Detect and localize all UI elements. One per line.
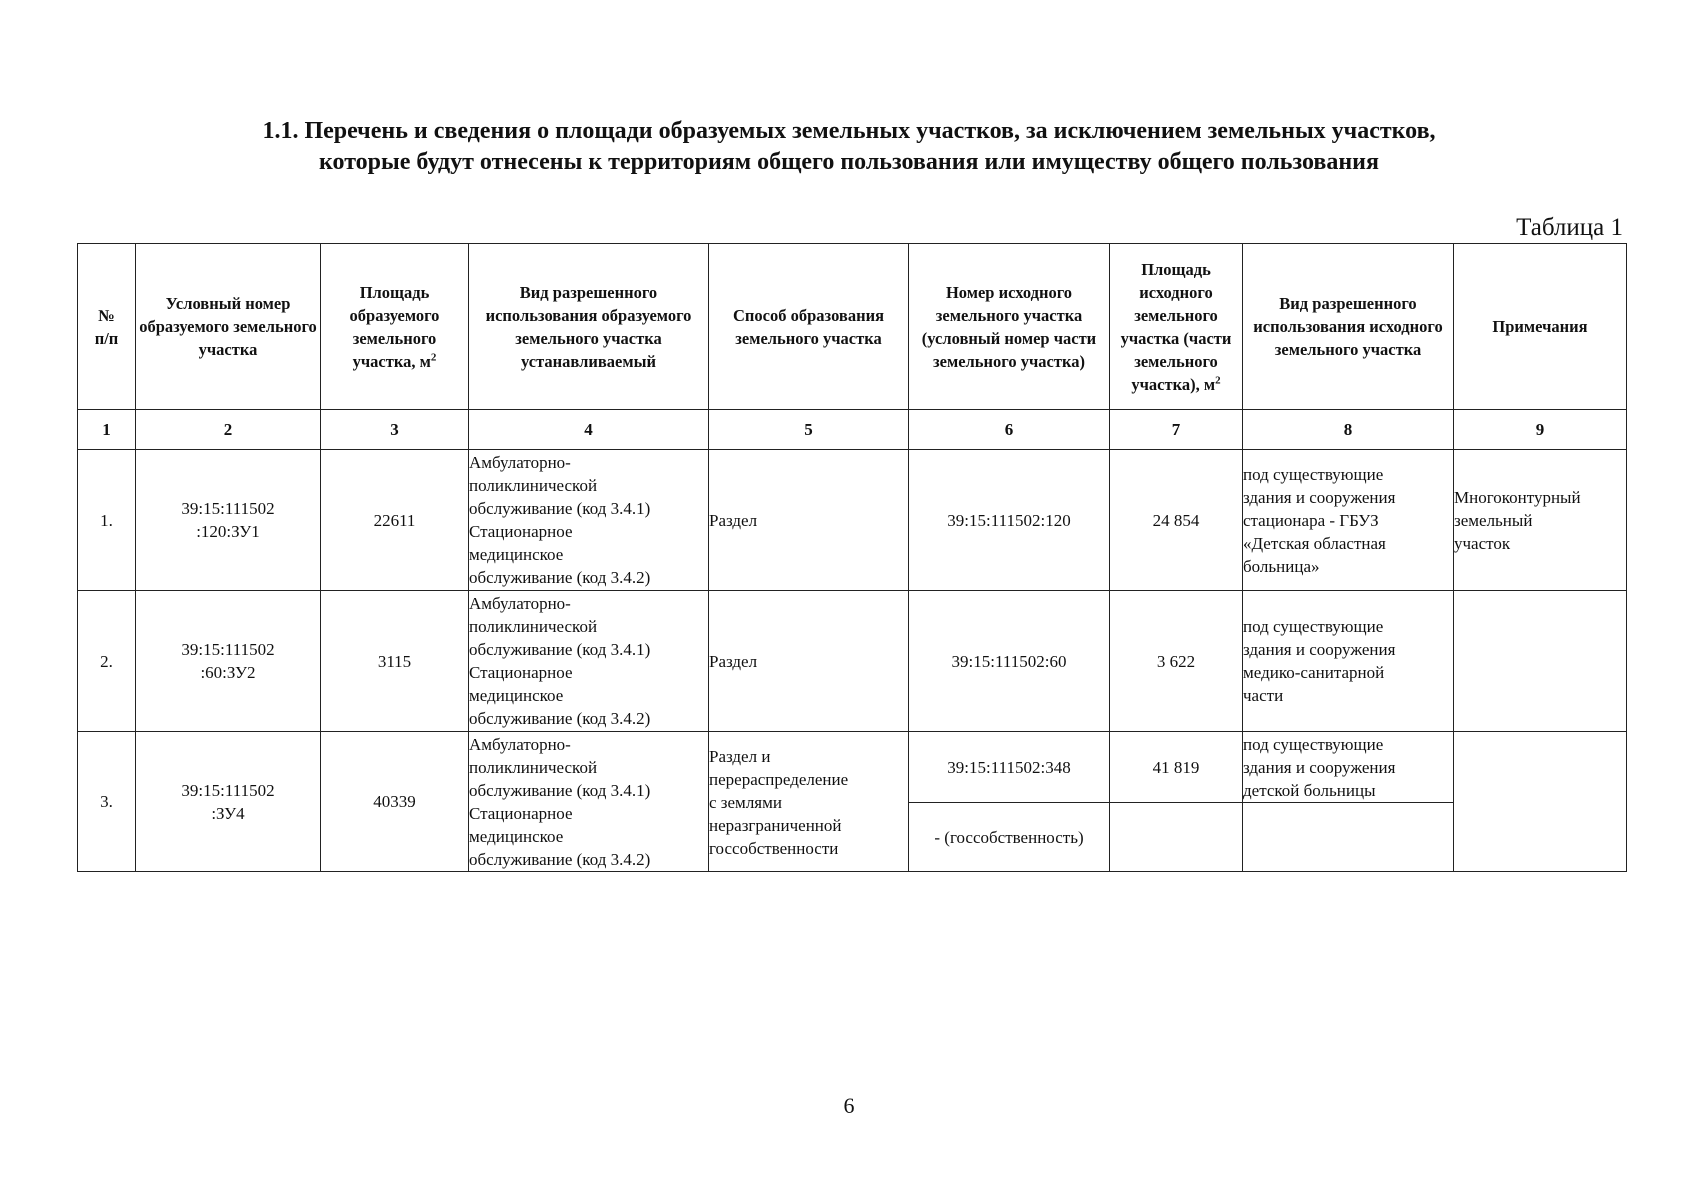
- column-number: 1: [78, 410, 136, 450]
- notes-cell: [1454, 591, 1627, 732]
- area-cell: 3115: [321, 591, 469, 732]
- source-use-cell: под существующие здания и сооружения медико-санитарной части: [1243, 591, 1454, 732]
- row-number: 2.: [78, 591, 136, 732]
- plot-id-cell: 39:15:111502 :120:ЗУ1: [136, 450, 321, 591]
- header-source-plot: Номер исходного земельного участка (условный номер части земельного участка): [921, 282, 1097, 371]
- permitted-use-cell: Амбулаторно- поликлинической обслуживание (код 3.4.1) Стационарное медицинское обслуживание (код 3.4.2): [469, 732, 709, 872]
- source-plot-cell: 39:15:111502:120: [909, 450, 1110, 591]
- source-area-cell: 41 819: [1110, 732, 1243, 803]
- header-notes: Примечания: [1492, 317, 1588, 336]
- row-number: 3.: [78, 732, 136, 872]
- header-cell: [1454, 244, 1627, 410]
- header-cell: [1110, 244, 1243, 410]
- table-header-row: [78, 244, 1627, 410]
- plot-id-cell: 39:15:111502 :60:ЗУ2: [136, 591, 321, 732]
- source-use-cell: под существующие здания и сооружения детской больницы: [1243, 732, 1454, 803]
- table-caption: Таблица 1: [1516, 214, 1623, 241]
- column-number-row: [78, 410, 1627, 450]
- source-use-cell: [1243, 803, 1454, 872]
- column-number: 4: [469, 410, 709, 450]
- header-cell: [709, 244, 909, 410]
- header-permitted-use: Вид разрешенного использования образуемого земельного участка устанавливаемый: [485, 282, 692, 371]
- header-cell: [78, 244, 136, 410]
- page-title-line-1: 1.1. Перечень и сведения о площади образуемых земельных участков, за исключением земельных участков,: [262, 118, 1436, 144]
- header-cell: [469, 244, 709, 410]
- header-source-use: Вид разрешенного использования исходного земельного участка: [1253, 294, 1443, 359]
- source-plot-cell: 39:15:111502:60: [909, 591, 1110, 732]
- header-cell: [321, 244, 469, 410]
- source-use-cell: под существующие здания и сооружения стационара - ГБУЗ «Детская областная больница»: [1243, 450, 1454, 591]
- source-area-cell: 24 854: [1110, 450, 1243, 591]
- header-cell: [136, 244, 321, 410]
- header-source-area: Площадь исходного земельного участка (части земельного участка), м: [1120, 259, 1232, 394]
- source-area-cell: 3 622: [1110, 591, 1243, 732]
- column-number: 7: [1110, 410, 1243, 450]
- notes-cell: [1454, 732, 1627, 872]
- source-plot-cell: - (госсобственность): [909, 803, 1110, 872]
- page-title: [60, 116, 1638, 178]
- area-cell: 22611: [321, 450, 469, 591]
- permitted-use-cell: Амбулаторно- поликлинической обслуживание (код 3.4.1) Стационарное медицинское обслуживание (код 3.4.2): [469, 591, 709, 732]
- header-source-area-unit-superscript: 2: [1215, 374, 1221, 386]
- area-cell: 40339: [321, 732, 469, 872]
- column-number: 5: [709, 410, 909, 450]
- column-number: 2: [136, 410, 321, 450]
- row-number: 1.: [78, 450, 136, 591]
- formation-method-cell: Раздел: [709, 591, 909, 732]
- formation-method-cell: Раздел: [709, 450, 909, 591]
- column-number: 9: [1454, 410, 1627, 450]
- formation-method-cell: Раздел и перераспределение с землями неразграниченной госсобственности: [709, 732, 909, 872]
- permitted-use-cell: Амбулаторно- поликлинической обслуживание (код 3.4.1) Стационарное медицинское обслуживание (код 3.4.2): [469, 450, 709, 591]
- header-area-unit-superscript: 2: [430, 351, 437, 363]
- column-number: 3: [321, 410, 469, 450]
- table-row: [78, 591, 1627, 732]
- plot-id-cell: 39:15:111502 :ЗУ4: [136, 732, 321, 872]
- header-cell: [1243, 244, 1454, 410]
- header-area: Площадь образуемого земельного участка, м: [349, 282, 440, 371]
- header-plot-id: Условный номер образуемого земельного участка: [139, 294, 317, 359]
- column-number: 6: [909, 410, 1110, 450]
- notes-cell: Многоконтурный земельный участок: [1454, 450, 1627, 591]
- page-title-line-2: которые будут отнесены к территориям общего пользования или имуществу общего пользования: [319, 149, 1379, 175]
- header-formation-method: Способ образования земельного участка: [732, 305, 885, 348]
- table-row: [78, 450, 1627, 591]
- table-row: [78, 732, 1627, 803]
- page-number: 6: [843, 1093, 855, 1118]
- column-number: 8: [1243, 410, 1454, 450]
- header-num: № п/п: [94, 305, 119, 348]
- source-plot-cell: 39:15:111502:348: [909, 732, 1110, 803]
- source-area-cell: [1110, 803, 1243, 872]
- land-plots-table: [77, 243, 1627, 872]
- header-cell: [909, 244, 1110, 410]
